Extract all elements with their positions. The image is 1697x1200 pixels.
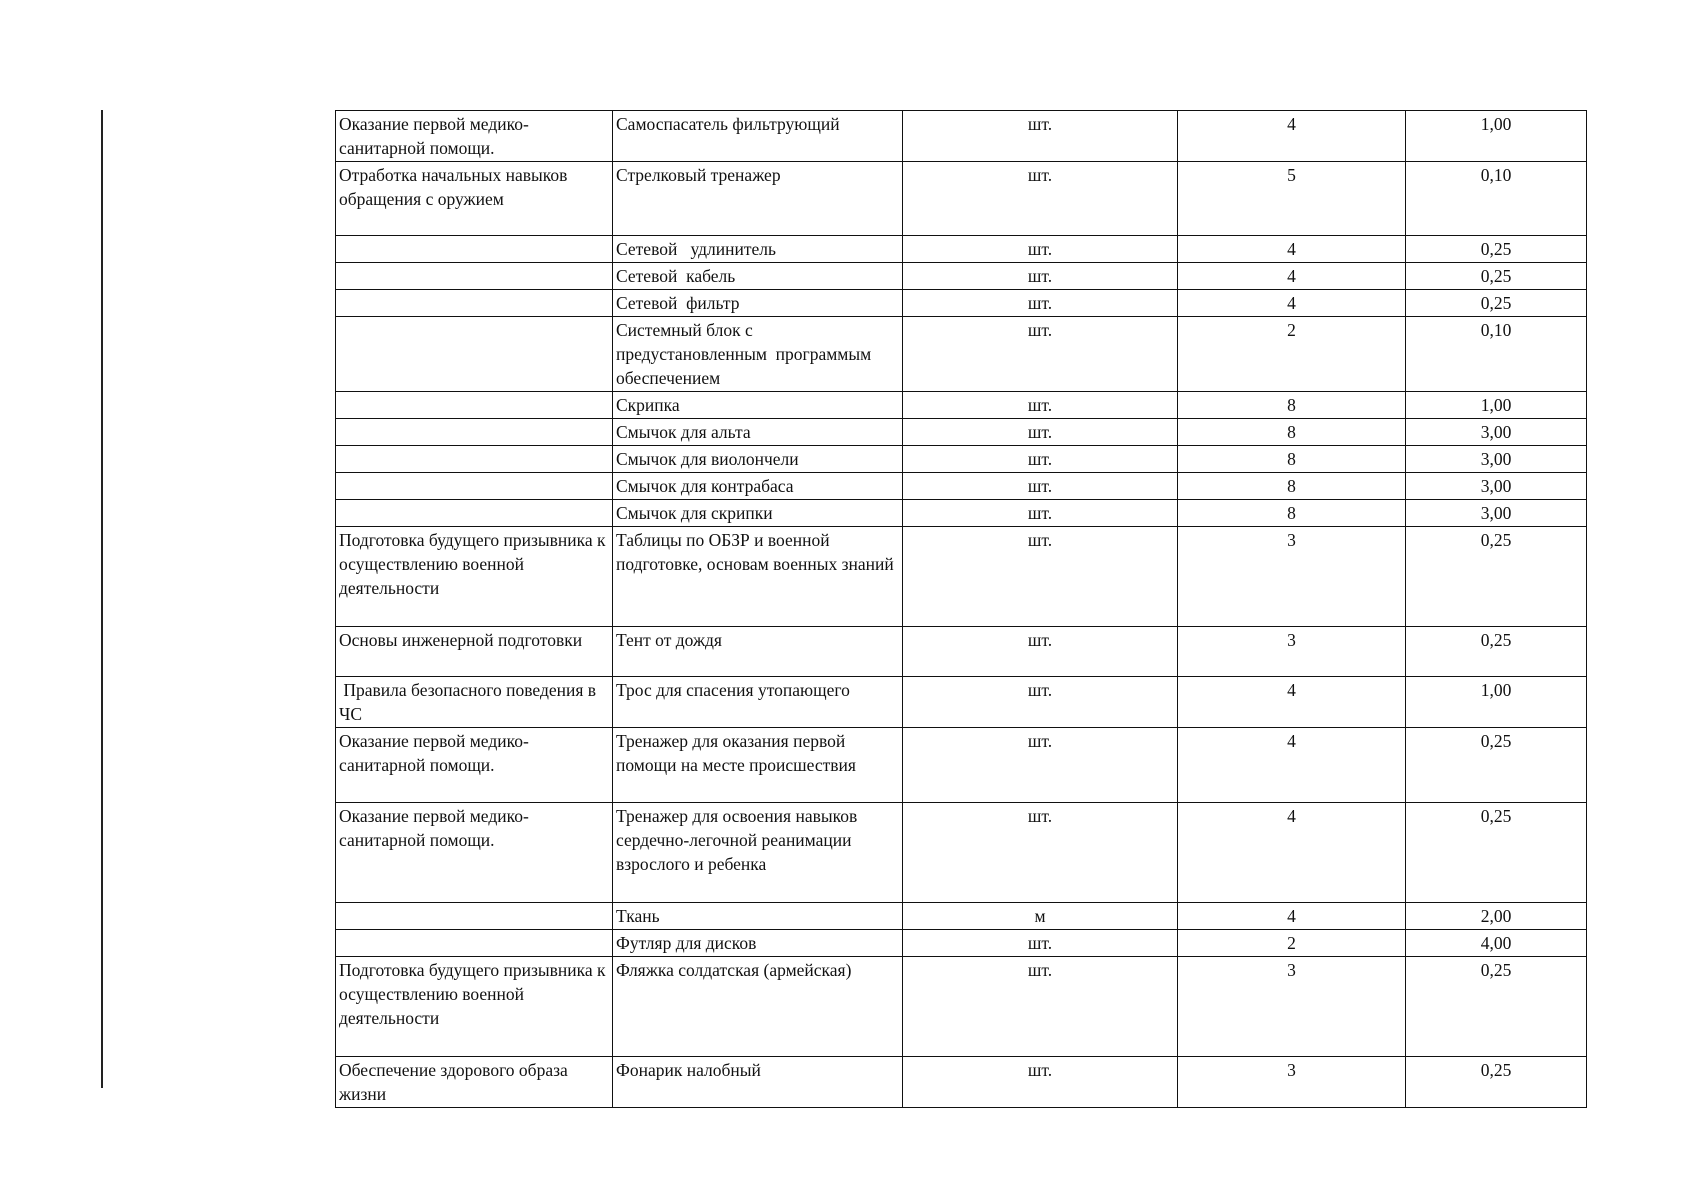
unit-cell: шт. <box>903 627 1178 677</box>
area-cell <box>336 236 613 263</box>
norm-cell: 0,25 <box>1406 263 1587 290</box>
quantity-cell: 4 <box>1178 728 1406 803</box>
area-cell <box>336 473 613 500</box>
area-cell <box>336 317 613 392</box>
item-name-cell: Сетевой удлинитель <box>613 236 903 263</box>
item-name-cell: Ткань <box>613 903 903 930</box>
norm-cell: 0,10 <box>1406 162 1587 236</box>
unit-cell: шт. <box>903 263 1178 290</box>
area-cell: Подготовка будущего призывника к осуществлению военной деятельности <box>336 957 613 1057</box>
norm-cell: 1,00 <box>1406 392 1587 419</box>
norm-cell: 3,00 <box>1406 473 1587 500</box>
area-cell: Оказание первой медико-санитарной помощи. <box>336 728 613 803</box>
area-cell <box>336 419 613 446</box>
unit-cell: шт. <box>903 930 1178 957</box>
unit-cell: м <box>903 903 1178 930</box>
area-cell <box>336 446 613 473</box>
unit-cell: шт. <box>903 290 1178 317</box>
quantity-cell: 8 <box>1178 419 1406 446</box>
unit-cell: шт. <box>903 527 1178 627</box>
table-row <box>336 473 1587 500</box>
norm-cell: 0,25 <box>1406 627 1587 677</box>
table-row <box>336 930 1587 957</box>
table-row <box>336 903 1587 930</box>
item-name-cell: Скрипка <box>613 392 903 419</box>
table-row <box>336 317 1587 392</box>
table-row <box>336 419 1587 446</box>
table-row <box>336 500 1587 527</box>
area-cell: Оказание первой медико-санитарной помощи. <box>336 803 613 903</box>
norm-cell: 3,00 <box>1406 500 1587 527</box>
table-row <box>336 803 1587 903</box>
area-cell <box>336 903 613 930</box>
norm-cell: 0,10 <box>1406 317 1587 392</box>
unit-cell: шт. <box>903 473 1178 500</box>
unit-cell: шт. <box>903 1057 1178 1108</box>
quantity-cell: 4 <box>1178 236 1406 263</box>
quantity-cell: 8 <box>1178 473 1406 500</box>
quantity-cell: 4 <box>1178 263 1406 290</box>
item-name-cell: Системный блок с предустановленным программым обеспечением <box>613 317 903 392</box>
quantity-cell: 2 <box>1178 317 1406 392</box>
table-row <box>336 627 1587 677</box>
table-row <box>336 677 1587 728</box>
table-row <box>336 162 1587 236</box>
norm-cell: 2,00 <box>1406 903 1587 930</box>
norm-cell: 0,25 <box>1406 1057 1587 1108</box>
unit-cell: шт. <box>903 446 1178 473</box>
norm-cell: 0,25 <box>1406 236 1587 263</box>
item-name-cell: Фонарик налобный <box>613 1057 903 1108</box>
left-margin-rule <box>101 110 103 1088</box>
area-cell: Отработка начальных навыков обращения с оружием <box>336 162 613 236</box>
quantity-cell: 4 <box>1178 290 1406 317</box>
quantity-cell: 2 <box>1178 930 1406 957</box>
item-name-cell: Смычок для контрабаса <box>613 473 903 500</box>
norm-cell: 0,25 <box>1406 728 1587 803</box>
quantity-cell: 3 <box>1178 1057 1406 1108</box>
unit-cell: шт. <box>903 500 1178 527</box>
unit-cell: шт. <box>903 419 1178 446</box>
item-name-cell: Тренажер для оказания первой помощи на месте происшествия <box>613 728 903 803</box>
area-cell: Подготовка будущего призывника к осуществлению военной деятельности <box>336 527 613 627</box>
item-name-cell: Стрелковый тренажер <box>613 162 903 236</box>
area-cell: Оказание первой медико-санитарной помощи. <box>336 111 613 162</box>
unit-cell: шт. <box>903 111 1178 162</box>
area-cell: Обеспечение здорового образа жизни <box>336 1057 613 1108</box>
quantity-cell: 3 <box>1178 627 1406 677</box>
norm-cell: 0,25 <box>1406 803 1587 903</box>
quantity-cell: 8 <box>1178 392 1406 419</box>
area-cell <box>336 930 613 957</box>
table-row <box>336 290 1587 317</box>
unit-cell: шт. <box>903 957 1178 1057</box>
quantity-cell: 4 <box>1178 803 1406 903</box>
norm-cell: 3,00 <box>1406 419 1587 446</box>
area-cell: Основы инженерной подготовки <box>336 627 613 677</box>
quantity-cell: 3 <box>1178 957 1406 1057</box>
item-name-cell: Самоспасатель фильтрующий <box>613 111 903 162</box>
item-name-cell: Смычок для скрипки <box>613 500 903 527</box>
item-name-cell: Трос для спасения утопающего <box>613 677 903 728</box>
quantity-cell: 4 <box>1178 677 1406 728</box>
norm-cell: 1,00 <box>1406 111 1587 162</box>
unit-cell: шт. <box>903 728 1178 803</box>
item-name-cell: Таблицы по ОБЗР и военной подготовке, основам военных знаний <box>613 527 903 627</box>
area-cell: Правила безопасного поведения в ЧС <box>336 677 613 728</box>
item-name-cell: Смычок для альта <box>613 419 903 446</box>
norm-cell: 4,00 <box>1406 930 1587 957</box>
area-cell <box>336 500 613 527</box>
unit-cell: шт. <box>903 162 1178 236</box>
item-name-cell: Тент от дождя <box>613 627 903 677</box>
norm-cell: 0,25 <box>1406 527 1587 627</box>
table-row <box>336 111 1587 162</box>
table-row <box>336 263 1587 290</box>
table-row <box>336 1057 1587 1108</box>
table-row <box>336 728 1587 803</box>
unit-cell: шт. <box>903 803 1178 903</box>
area-cell <box>336 263 613 290</box>
equipment-table <box>335 110 1587 1108</box>
quantity-cell: 4 <box>1178 903 1406 930</box>
item-name-cell: Смычок для виолончели <box>613 446 903 473</box>
table-row <box>336 446 1587 473</box>
table-row <box>336 236 1587 263</box>
unit-cell: шт. <box>903 236 1178 263</box>
item-name-cell: Сетевой кабель <box>613 263 903 290</box>
area-cell <box>336 392 613 419</box>
table-row <box>336 527 1587 627</box>
item-name-cell: Футляр для дисков <box>613 930 903 957</box>
table-row <box>336 957 1587 1057</box>
quantity-cell: 8 <box>1178 446 1406 473</box>
item-name-cell: Сетевой фильтр <box>613 290 903 317</box>
unit-cell: шт. <box>903 677 1178 728</box>
norm-cell: 3,00 <box>1406 446 1587 473</box>
item-name-cell: Тренажер для освоения навыков сердечно-легочной реанимации взрослого и ребенка <box>613 803 903 903</box>
unit-cell: шт. <box>903 392 1178 419</box>
norm-cell: 0,25 <box>1406 957 1587 1057</box>
norm-cell: 1,00 <box>1406 677 1587 728</box>
quantity-cell: 5 <box>1178 162 1406 236</box>
quantity-cell: 3 <box>1178 527 1406 627</box>
norm-cell: 0,25 <box>1406 290 1587 317</box>
item-name-cell: Фляжка солдатская (армейская) <box>613 957 903 1057</box>
quantity-cell: 4 <box>1178 111 1406 162</box>
unit-cell: шт. <box>903 317 1178 392</box>
quantity-cell: 8 <box>1178 500 1406 527</box>
table-row <box>336 392 1587 419</box>
area-cell <box>336 290 613 317</box>
